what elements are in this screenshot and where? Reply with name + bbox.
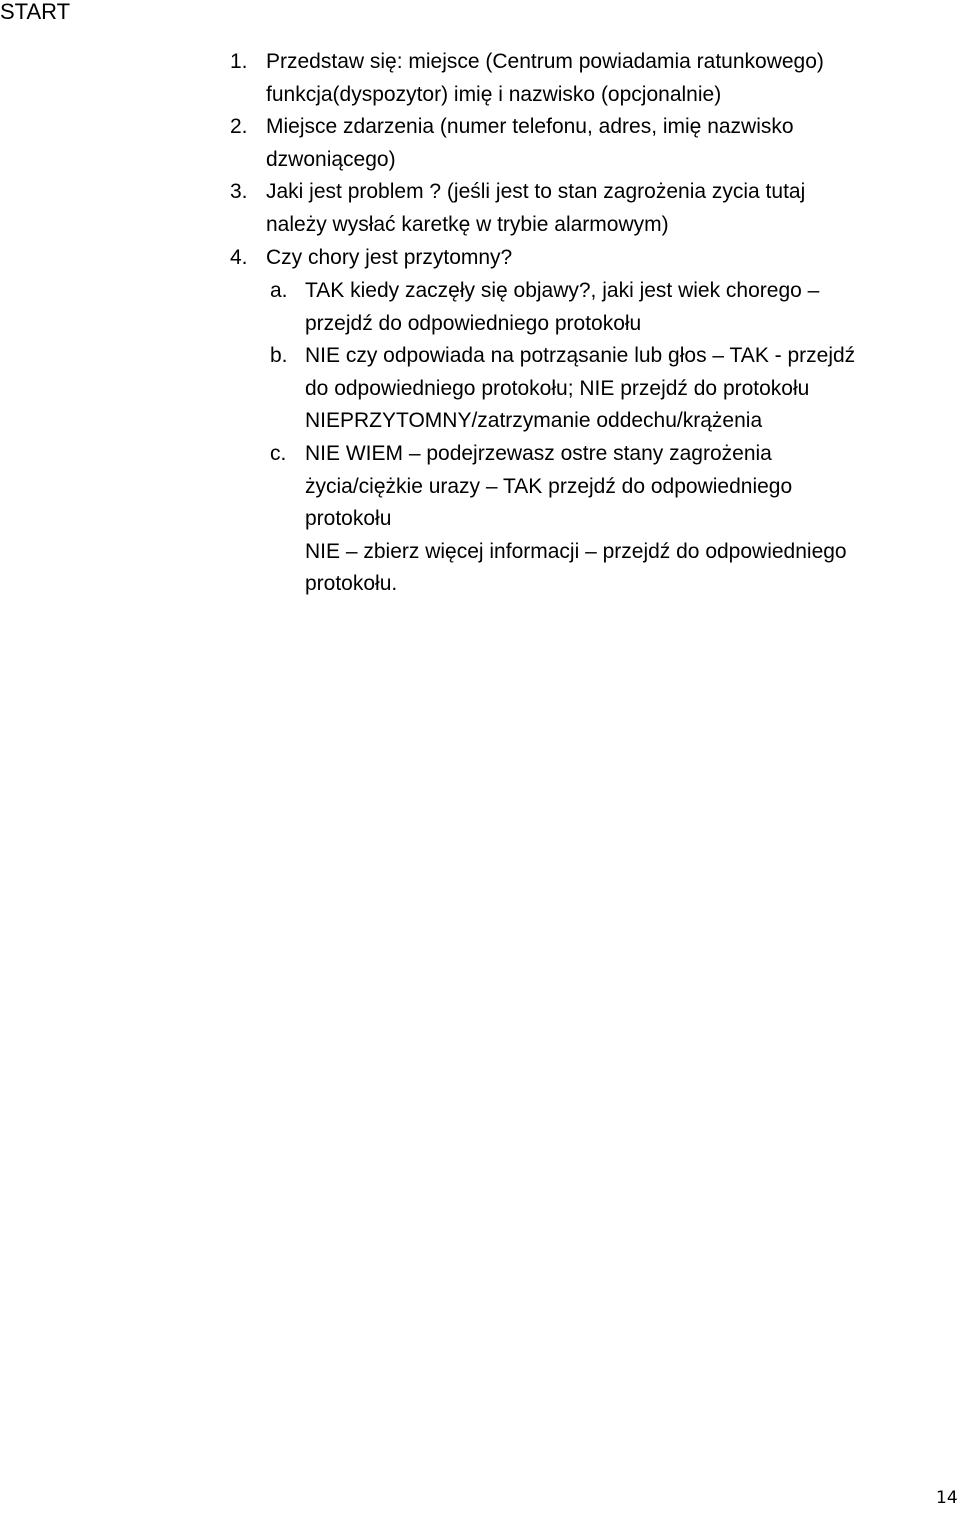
list-item xyxy=(230,176,824,241)
sublist-item-letter: c. xyxy=(270,441,287,465)
sublist-item xyxy=(270,340,855,438)
text-line: Czy chory jest przytomny? xyxy=(266,245,513,269)
text-line: NIE czy odpowiada na potrząsanie lub głos – TAK - przejdź xyxy=(305,344,856,368)
lettered-sublist xyxy=(270,275,855,601)
sublist-item-text xyxy=(305,275,819,340)
sublist-item-letter: a. xyxy=(270,279,288,302)
sublist-item-text xyxy=(305,340,855,438)
list-item-number: 2. xyxy=(230,115,248,139)
text-line: protokołu. xyxy=(305,572,398,596)
text-line: należy wysłać karetkę w trybie alarmowym) xyxy=(266,212,669,236)
list-item-text xyxy=(266,242,512,275)
sublist-item xyxy=(270,275,855,340)
list-item-number: 3. xyxy=(230,180,248,204)
list-item-text xyxy=(266,46,824,111)
list-item-number: 1. xyxy=(230,50,248,73)
list-item xyxy=(230,111,824,176)
text-line: Miejsce zdarzenia (numer telefonu, adres, imię nazwisko xyxy=(266,115,794,139)
sublist-item-text xyxy=(305,438,847,601)
text-line: funkcja(dyspozytor) imię i nazwisko (opcjonalnie) xyxy=(266,82,722,106)
sublist-item-letter: b. xyxy=(270,344,288,368)
list-item xyxy=(230,46,824,111)
text-line: NIE WIEM – podejrzewasz ostre stany zagrożenia xyxy=(305,441,772,465)
sublist-item xyxy=(270,438,855,601)
text-line: Jaki jest problem ? (jeśli jest to stan zagrożenia zycia tutaj xyxy=(266,180,806,204)
text-line: NIEPRZYTOMNY/zatrzymanie oddechu/krążenia xyxy=(305,409,763,433)
text-line: protokołu xyxy=(305,507,392,531)
document-heading: START xyxy=(0,0,71,24)
text-line: NIE – zbierz więcej informacji – przejdź do odpowiedniego xyxy=(305,539,847,563)
numbered-list xyxy=(230,46,824,274)
page-number: 14 xyxy=(936,1488,958,1508)
text-line: Przedstaw się: miejsce (Centrum powiadamia ratunkowego) xyxy=(266,50,824,73)
text-line: TAK kiedy zaczęły się objawy?, jaki jest wiek chorego – xyxy=(305,279,820,302)
list-item-number: 4. xyxy=(230,245,248,269)
text-line: przejdź do odpowiedniego protokołu xyxy=(305,311,642,335)
text-line: do odpowiedniego protokołu; NIE przejdź do protokołu xyxy=(305,376,810,400)
list-item-text xyxy=(266,176,805,241)
text-line: dzwoniącego) xyxy=(266,147,396,171)
list-item-text xyxy=(266,111,794,176)
text-line: życia/ciężkie urazy – TAK przejdź do odpowiedniego xyxy=(305,474,793,498)
list-item xyxy=(230,242,824,275)
